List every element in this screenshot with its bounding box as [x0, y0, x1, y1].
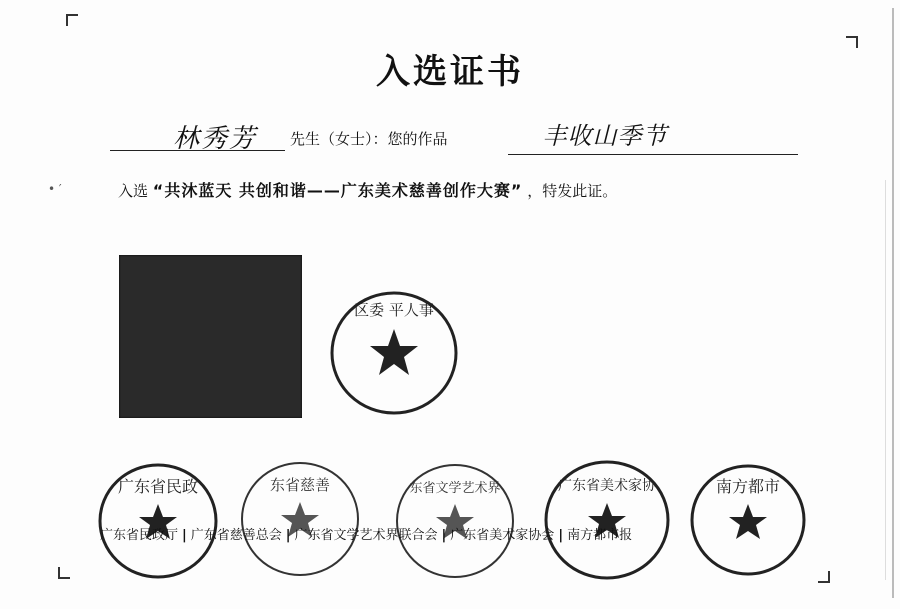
- certificate-title: 入选证书: [376, 52, 524, 92]
- issuing-organizations: [100, 524, 820, 543]
- scan-edge-inner: [885, 180, 886, 580]
- stamp-civil-affairs: [98, 462, 218, 584]
- name-underline: [110, 150, 285, 151]
- stamp-text: 南方都市: [715, 477, 781, 496]
- org-separator: |: [558, 528, 564, 543]
- stamp-artists-association: [544, 460, 670, 584]
- statement-suffix: ，特发此证。: [527, 182, 618, 200]
- handwritten-work-title: 丰收山季节: [542, 122, 668, 150]
- photo-frame: [119, 255, 302, 418]
- work-underline: [508, 154, 798, 155]
- scan-edge: [892, 8, 894, 598]
- stamp-text: 东省慈善: [269, 476, 331, 494]
- statement-prefix: 入选: [118, 182, 149, 200]
- corner-mark-bottom-left: [58, 567, 70, 579]
- recipient-line: [110, 122, 810, 162]
- org-separator: |: [441, 528, 447, 543]
- corner-mark-top-left: [66, 14, 78, 26]
- org-name: 广东省文学艺术界联合会: [294, 528, 438, 543]
- stamp-text: 广东省美术家协: [558, 478, 656, 494]
- star-icon: [370, 329, 418, 375]
- stamp-southern-metropolis: [690, 464, 806, 580]
- org-name: 南方都市报: [567, 528, 633, 543]
- corner-mark-bottom-right: [818, 571, 830, 583]
- org-name: 广东省美术家协会: [450, 528, 555, 543]
- stamp-charity: [240, 460, 360, 582]
- stamp-text: 东省文学艺术界: [409, 481, 501, 496]
- stamp-center-text: 区委 平人事: [354, 301, 434, 319]
- stamp-text: 广东省民政: [117, 477, 199, 496]
- org-separator: |: [285, 528, 291, 543]
- selection-statement: [118, 178, 838, 201]
- stamp-arts-federation: [395, 462, 515, 584]
- handwritten-name: 林秀芳: [172, 124, 257, 154]
- scan-dots: • ′: [48, 182, 62, 196]
- stamp-center: [330, 291, 458, 419]
- contest-name: “共沐蓝天 共创和谐——广东美术慈善创作大赛”: [152, 181, 523, 200]
- org-name: 广东省民政厅: [100, 528, 179, 543]
- org-name: 广东省慈善总会: [190, 528, 282, 543]
- honorific-text: 先生（女士）：您的作品: [290, 130, 448, 148]
- org-separator: |: [182, 528, 187, 543]
